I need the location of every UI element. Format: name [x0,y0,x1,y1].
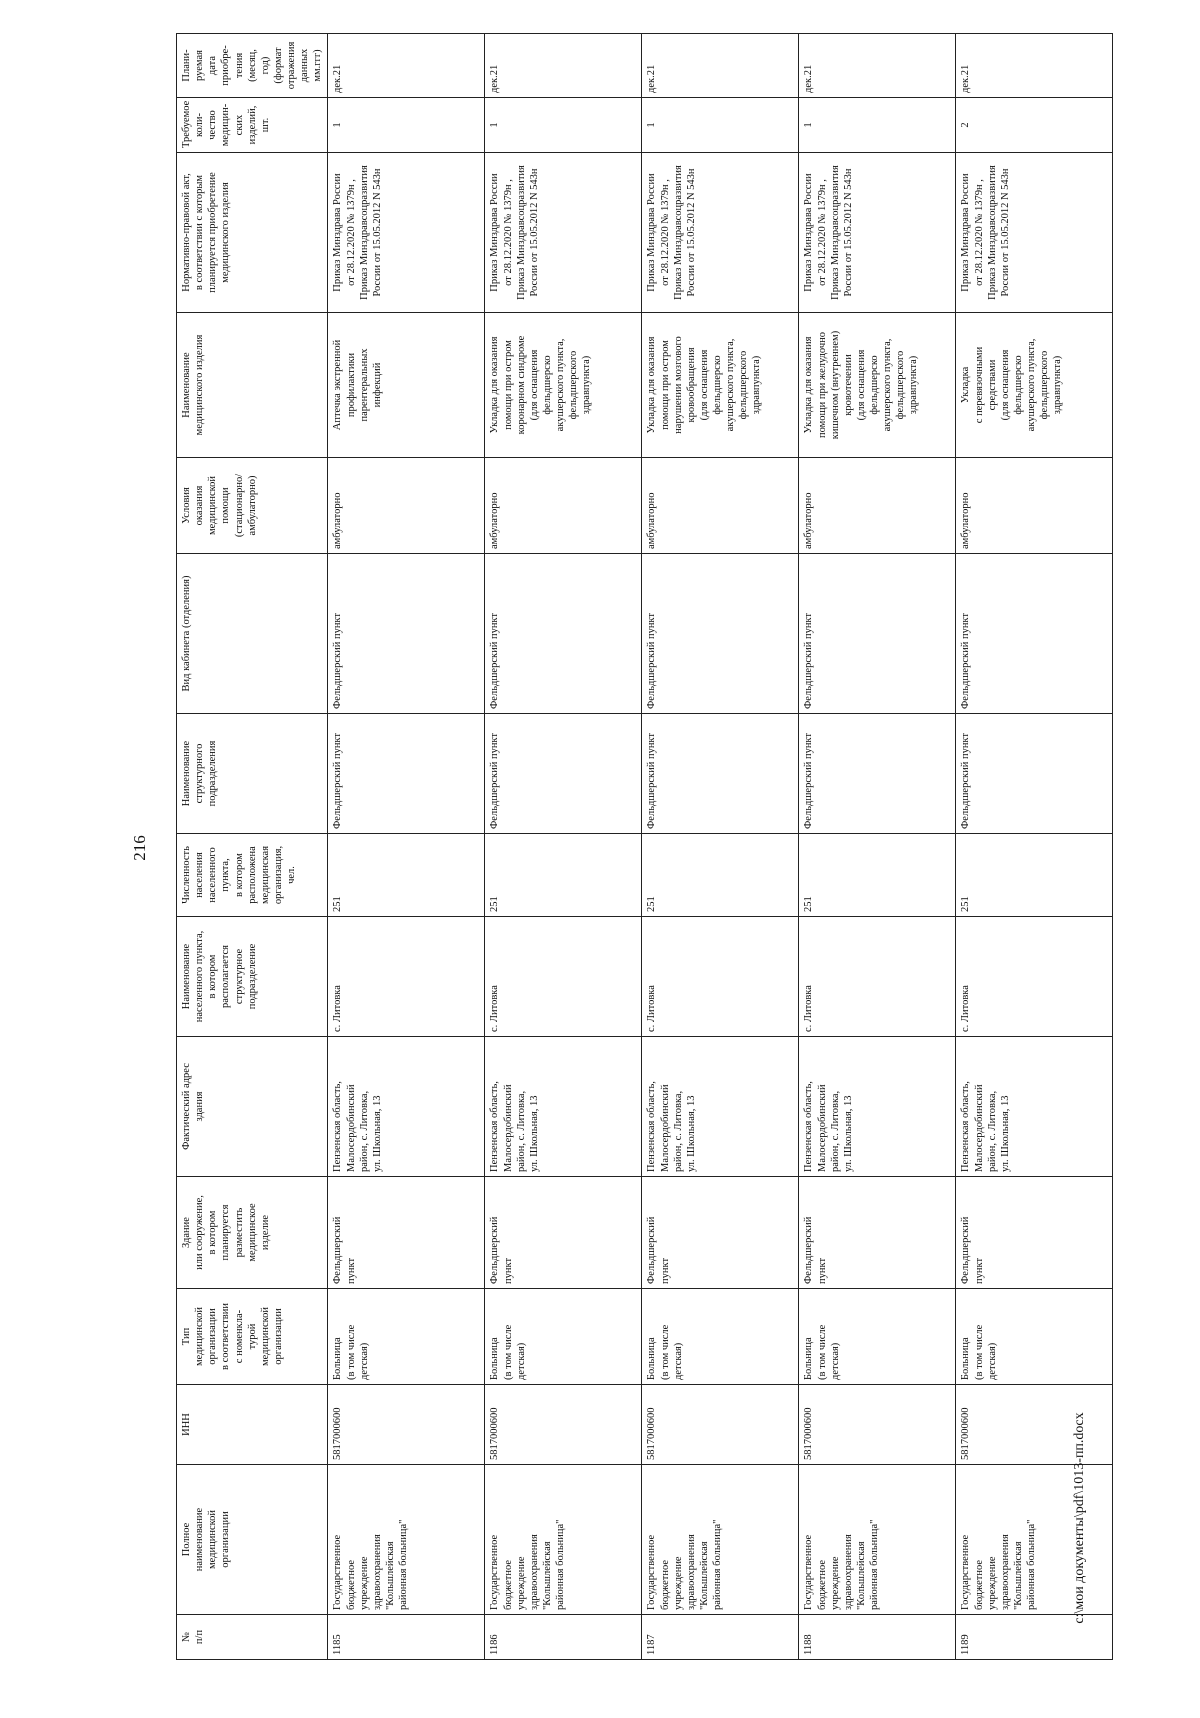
quantity: 1 [642,98,799,153]
address: Пензенская область, Малосердобинский район, с. Литовка, ул. Школьная, 13 [799,1037,956,1177]
row-number: 1189 [956,1615,1113,1660]
address: Пензенская область, Малосердобинский район, с. Литовка, ул. Школьная, 13 [485,1037,642,1177]
header-cell: Условия оказания медицинской помощи (стационарно/ амбулаторно) [177,458,328,554]
population: 251 [642,834,799,917]
building: Фельдшерский пункт [485,1177,642,1289]
unit: Фельдшерский пункт [642,714,799,834]
cabinet: Фельдшерский пункт [642,554,799,714]
quantity: 1 [328,98,485,153]
conditions: амбулаторно [799,458,956,554]
inn: 5817000600 [642,1385,799,1465]
address: Пензенская область, Малосердобинский район, с. Литовка, ул. Школьная, 13 [642,1037,799,1177]
inn: 5817000600 [328,1385,485,1465]
row-number: 1186 [485,1615,642,1660]
purchase-date: дек.21 [956,34,1113,98]
header-cell: Наименование структурного подразделения [177,714,328,834]
row-number: 1187 [642,1615,799,1660]
header-cell: Фактический адрес здания [177,1037,328,1177]
population: 251 [485,834,642,917]
org-name: Государственное бюджетное учреждение здравоохранения "Кольшлейская районная больница" [328,1465,485,1615]
header-cell: Плани- руемая дата приобре- тения (месяц, год) (формат отражения данных мм.ггг) [177,34,328,98]
header-cell: Требуемое коли- чество медицин- ских изделий, шт. [177,98,328,153]
org-type: Больница (в том числе детская) [328,1289,485,1385]
header-cell: Численность населения населенного пункта, в котором расположена медицинская организация, чел. [177,834,328,917]
settlement: с. Литовка [485,917,642,1037]
table-container [176,34,1064,1660]
header-cell: Полное наименование медицинской организации [177,1465,328,1615]
org-name: Государственное бюджетное учреждение здравоохранения "Кольшлейская районная больница" [956,1465,1113,1615]
unit: Фельдшерский пункт [956,714,1113,834]
legal-act: Приказ Минздрава России от 28.12.2020 № 1379н , Приказ Минздравсоцразвития России от 15.05.2012 N 543н [642,153,799,313]
building: Фельдшерский пункт [642,1177,799,1289]
settlement: с. Литовка [799,917,956,1037]
header-row [177,34,328,1660]
legal-act: Приказ Минздрава России от 28.12.2020 № 1379н , Приказ Минздравсоцразвития России от 15.05.2012 N 543н [328,153,485,313]
header-cell: Наименование медицинского изделия [177,313,328,458]
building: Фельдшерский пункт [956,1177,1113,1289]
cabinet: Фельдшерский пункт [956,554,1113,714]
population: 251 [799,834,956,917]
page-number: 216 [130,835,149,861]
population: 251 [956,834,1113,917]
header-cell: Тип медицинской организации в соответствии с номенкла- турой медицинской организации [177,1289,328,1385]
header-cell: № п/п [177,1615,328,1660]
conditions: амбулаторно [485,458,642,554]
inn: 5817000600 [956,1385,1113,1465]
purchase-date: дек.21 [328,34,485,98]
unit: Фельдшерский пункт [328,714,485,834]
legal-act: Приказ Минздрава России от 28.12.2020 № 1379н , Приказ Минздравсоцразвития России от 15.05.2012 N 543н [799,153,956,313]
org-name: Государственное бюджетное учреждение здравоохранения "Кольшлейская районная больница" [485,1465,642,1615]
device-name: Укладка для оказания помощи при остром нарушении мозгового кровообращения (для оснащения фельдшерско акушерского пункта, фельдшерского здравпункта) [642,313,799,458]
org-name: Государственное бюджетное учреждение здравоохранения "Кольшлейская районная больница" [799,1465,956,1615]
device-name: Аптечка экстренной профилактики парентеральных инфекций [328,313,485,458]
device-name: Укладка для оказания помощи при остром коронарном синдроме (для оснащения фельдшерско акушерского пункта, фельдшерского здравпункта) [485,313,642,458]
org-type: Больница (в том числе детская) [956,1289,1113,1385]
address: Пензенская область, Малосердобинский район, с. Литовка, ул. Школьная, 13 [956,1037,1113,1177]
legal-act: Приказ Минздрава России от 28.12.2020 № 1379н , Приказ Минздравсоцразвития России от 15.05.2012 N 543н [956,153,1113,313]
header-cell: Наименование населенного пункта, в котором располагается структурное подразделение [177,917,328,1037]
table-row [485,34,642,1660]
quantity: 1 [799,98,956,153]
org-type: Больница (в том числе детская) [642,1289,799,1385]
conditions: амбулаторно [328,458,485,554]
cabinet: Фельдшерский пункт [485,554,642,714]
settlement: с. Литовка [328,917,485,1037]
settlement: с. Литовка [956,917,1113,1037]
header-cell: ИНН [177,1385,328,1465]
header-cell: Здание или сооружение, в котором планируется разместить медицинское изделие [177,1177,328,1289]
conditions: амбулаторно [642,458,799,554]
cabinet: Фельдшерский пункт [328,554,485,714]
device-name: Укладка с перевязочными средствами (для оснащения фельдшерско акушерского пункта, фельдшерского здравпункта) [956,313,1113,458]
address: Пензенская область, Малосердобинский район, с. Литовка, ул. Школьная, 13 [328,1037,485,1177]
row-number: 1185 [328,1615,485,1660]
device-name: Укладка для оказания помощи при желудочно кишечном (внутреннем) кровотечении (для оснащения фельдшерско акушерского пункта, фельдшерского здравпункта) [799,313,956,458]
row-number: 1188 [799,1615,956,1660]
header-cell: Вид кабинета (отделения) [177,554,328,714]
building: Фельдшерский пункт [799,1177,956,1289]
org-type: Больница (в том числе детская) [485,1289,642,1385]
settlement: с. Литовка [642,917,799,1037]
inn: 5817000600 [799,1385,956,1465]
cabinet: Фельдшерский пункт [799,554,956,714]
conditions: амбулаторно [956,458,1113,554]
org-type: Больница (в том числе детская) [799,1289,956,1385]
header-cell: Нормативно-правовой акт, в соответствии с которым планируется приобретение медицинского изделия [177,153,328,313]
building: Фельдшерский пункт [328,1177,485,1289]
table-row [799,34,956,1660]
equipment-table [176,33,1113,1660]
purchase-date: дек.21 [642,34,799,98]
inn: 5817000600 [485,1385,642,1465]
table-row [642,34,799,1660]
table-row [956,34,1113,1660]
file-path-footer: c:\мои документы\pdf\1013-пп.docx [1072,1412,1087,1624]
quantity: 1 [485,98,642,153]
unit: Фельдшерский пункт [799,714,956,834]
legal-act: Приказ Минздрава России от 28.12.2020 № 1379н , Приказ Минздравсоцразвития России от 15.05.2012 N 543н [485,153,642,313]
purchase-date: дек.21 [485,34,642,98]
purchase-date: дек.21 [799,34,956,98]
population: 251 [328,834,485,917]
org-name: Государственное бюджетное учреждение здравоохранения "Кольшлейская районная больница" [642,1465,799,1615]
quantity: 2 [956,98,1113,153]
table-row [328,34,485,1660]
unit: Фельдшерский пункт [485,714,642,834]
